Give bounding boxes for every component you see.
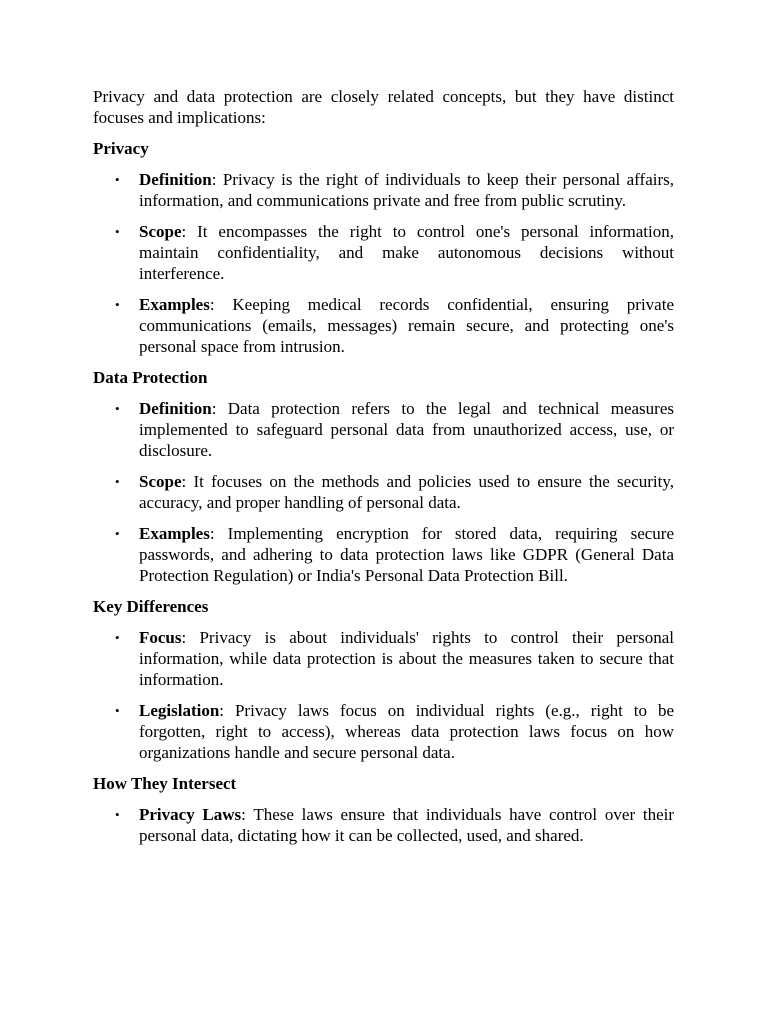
section-heading-privacy: Privacy: [93, 139, 149, 158]
item-term: Definition: [139, 399, 212, 418]
list-item: [93, 169, 674, 211]
item-term: Definition: [139, 170, 212, 189]
intersect-list: [93, 804, 674, 846]
data-protection-list: [93, 398, 674, 586]
bullet-icon: •: [115, 807, 120, 822]
section-heading-key-differences: Key Differences: [93, 597, 209, 616]
item-text: : It focuses on the methods and policies used to ensure the security, accuracy, and proper handling of personal data.: [139, 472, 674, 512]
item-text: : Privacy is the right of individuals to keep their personal affairs, information, and communications private and free from public scrutiny.: [139, 170, 674, 210]
list-item: [93, 471, 674, 513]
bullet-icon: •: [115, 526, 120, 541]
list-item: [93, 804, 674, 846]
list-item: [93, 221, 674, 284]
list-item: [93, 398, 674, 461]
item-text: : Privacy is about individuals' rights to control their personal information, while data protection is about the measures taken to secure that information.: [139, 628, 674, 689]
item-text: : Implementing encryption for stored data, requiring secure passwords, and adhering to data protection laws like GDPR (General Data Protection Regulation) or India's Personal Data Protection Bill.: [139, 524, 674, 585]
item-text: : Keeping medical records confidential, ensuring private communications (emails, messages) remain secure, and protecting one's personal space from intrusion.: [139, 295, 674, 356]
section-heading-how-they-intersect: How They Intersect: [93, 774, 237, 793]
item-text: : Data protection refers to the legal and technical measures implemented to safeguard personal data from unauthorized access, use, or disclosure.: [139, 399, 674, 460]
list-item: [93, 523, 674, 586]
bullet-icon: •: [115, 297, 120, 312]
privacy-list: [93, 169, 674, 357]
item-term: Examples: [139, 295, 210, 314]
key-differences-list: [93, 627, 674, 763]
bullet-icon: •: [115, 474, 120, 489]
bullet-icon: •: [115, 401, 120, 416]
item-term: Focus: [139, 628, 182, 647]
item-text: : It encompasses the right to control one's personal information, maintain confidentiality, and make autonomous decisions without interference.: [139, 222, 674, 283]
list-item: [93, 627, 674, 690]
list-item: [93, 294, 674, 357]
list-item: [93, 700, 674, 763]
item-text: : Privacy laws focus on individual rights (e.g., right to be forgotten, right to access), whereas data protection laws focus on how organizations handle and secure personal data.: [139, 701, 674, 762]
section-heading-data-protection: Data Protection: [93, 368, 208, 387]
bullet-icon: •: [115, 224, 120, 239]
item-term: Scope: [139, 222, 182, 241]
item-text: : These laws ensure that individuals have control over their personal data, dictating how it can be collected, used, and shared.: [139, 805, 674, 845]
item-term: Examples: [139, 524, 210, 543]
intro-paragraph: Privacy and data protection are closely related concepts, but they have distinct focuses and implications:: [93, 87, 674, 127]
bullet-icon: •: [115, 630, 120, 645]
bullet-icon: •: [115, 172, 120, 187]
item-term: Legislation: [139, 701, 220, 720]
item-term: Scope: [139, 472, 182, 491]
item-term: Privacy Laws: [139, 805, 242, 824]
document-page: [93, 86, 674, 856]
bullet-icon: •: [115, 703, 120, 718]
